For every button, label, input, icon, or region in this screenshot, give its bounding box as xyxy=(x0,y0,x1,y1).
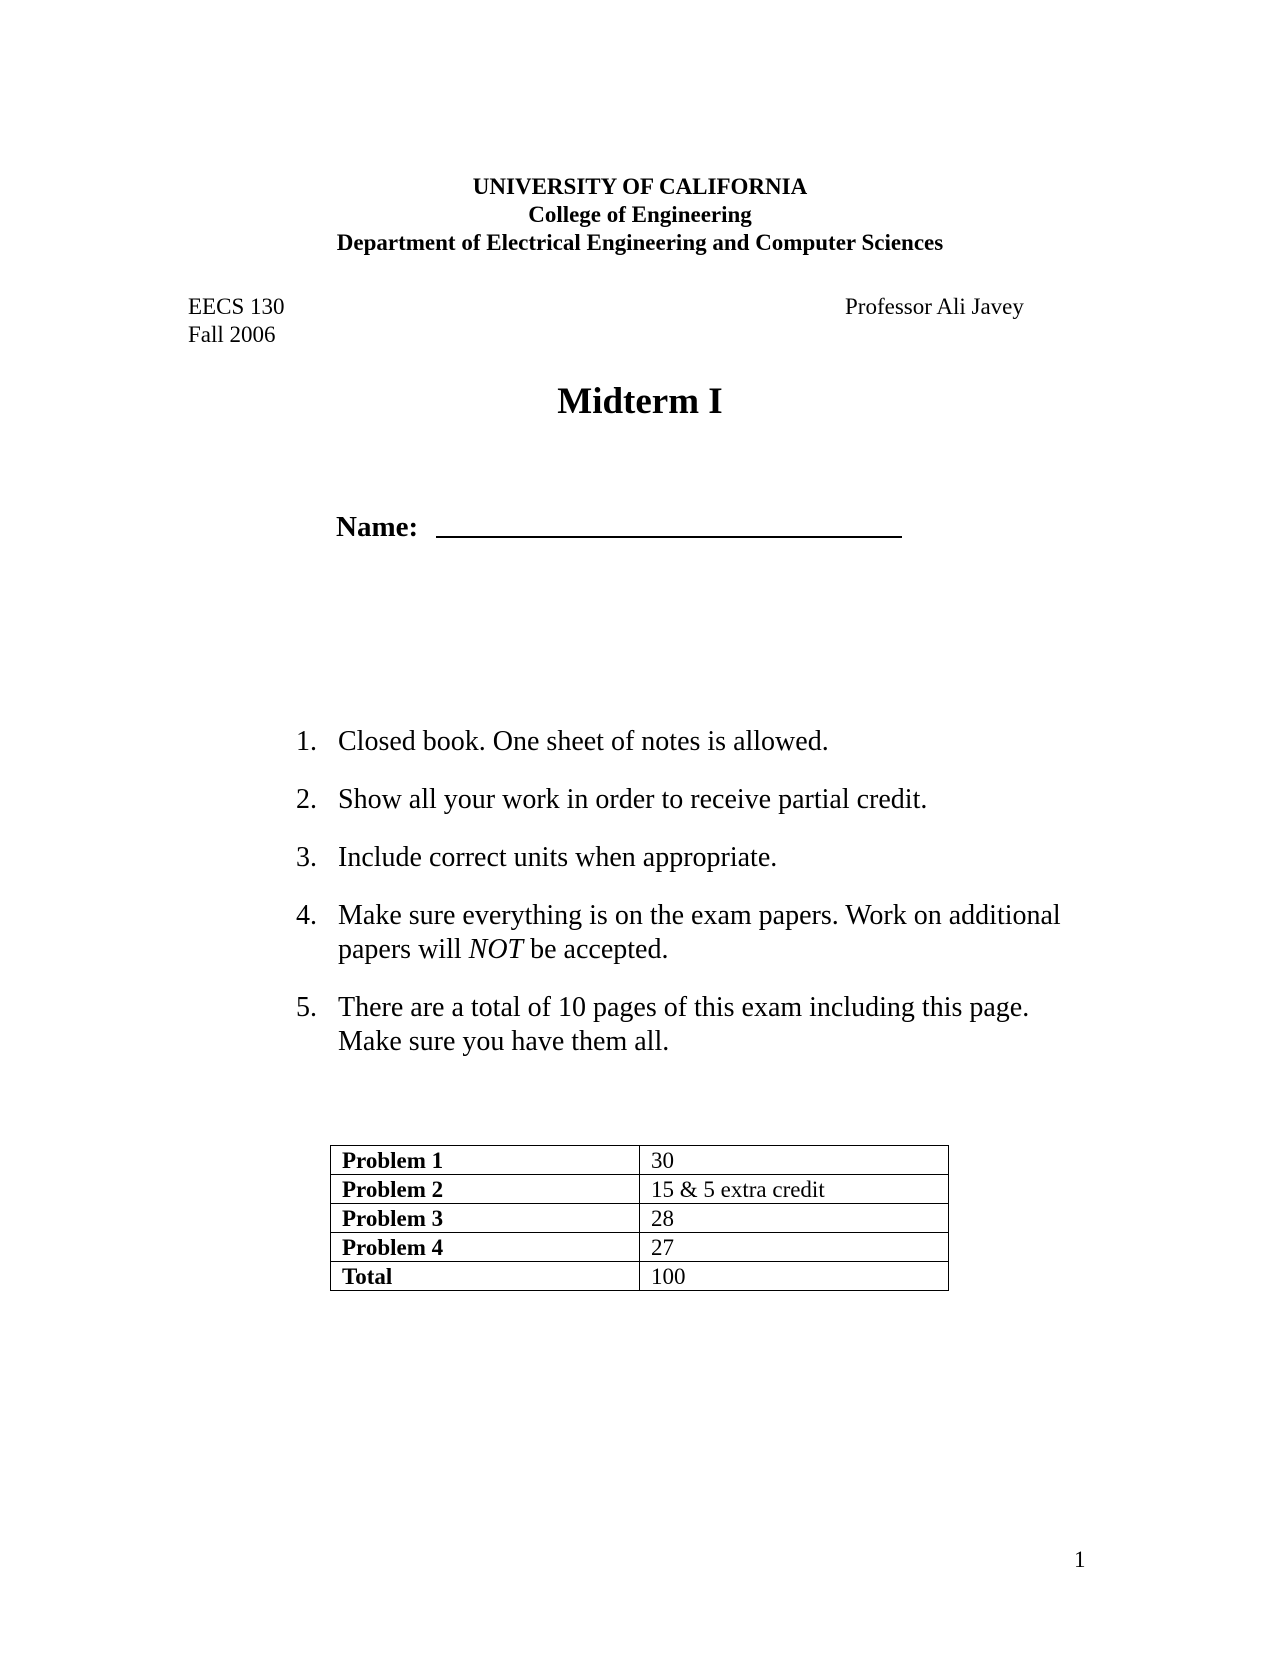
table-row xyxy=(331,1175,949,1204)
instruction-item xyxy=(296,841,1096,875)
name-label: Name: xyxy=(336,511,419,543)
course-info xyxy=(188,293,284,349)
instruction-text-before: Make sure everything is on the exam papers. Work on additional papers will xyxy=(338,900,1061,965)
problem-points: 30 xyxy=(640,1146,949,1175)
instruction-text xyxy=(338,900,1061,965)
table-row xyxy=(331,1146,949,1175)
table-row xyxy=(331,1262,949,1291)
total-points: 100 xyxy=(640,1262,949,1291)
name-field xyxy=(336,510,902,544)
instruction-emphasis: NOT xyxy=(468,934,524,965)
instruction-item xyxy=(296,899,1096,967)
instruction-text: Show all your work in order to receive partial credit. xyxy=(338,784,928,815)
instructions-list xyxy=(296,725,1096,1083)
institution-header xyxy=(0,173,1280,257)
name-blank-line[interactable] xyxy=(436,536,902,538)
problem-label: Problem 4 xyxy=(331,1233,640,1262)
instruction-number: 3. xyxy=(296,842,317,873)
page-number: 1 xyxy=(1074,1547,1086,1572)
problem-points: 27 xyxy=(640,1233,949,1262)
department-name: Department of Electrical Engineering and Computer Sciences xyxy=(336,230,944,255)
score-table xyxy=(330,1145,949,1291)
course-code: EECS 130 xyxy=(188,294,285,319)
instruction-item xyxy=(296,725,1096,759)
problem-label: Problem 1 xyxy=(331,1146,640,1175)
instruction-text: Include correct units when appropriate. xyxy=(338,842,778,873)
professor-name: Professor Ali Javey xyxy=(845,294,1024,319)
problem-label: Problem 2 xyxy=(331,1175,640,1204)
table-row xyxy=(331,1233,949,1262)
problem-label: Problem 3 xyxy=(331,1204,640,1233)
college-name: College of Engineering xyxy=(528,202,752,227)
table-row xyxy=(331,1204,949,1233)
instruction-number: 1. xyxy=(296,726,317,757)
instruction-number: 4. xyxy=(296,900,317,931)
problem-points: 28 xyxy=(640,1204,949,1233)
instruction-text: There are a total of 10 pages of this exam including this page. Make sure you have them all. xyxy=(338,992,1030,1057)
university-name: UNIVERSITY OF CALIFORNIA xyxy=(472,174,808,199)
instruction-text-after: be accepted. xyxy=(523,934,669,965)
total-label: Total xyxy=(331,1262,640,1291)
problem-points: 15 & 5 extra credit xyxy=(640,1175,949,1204)
instruction-item xyxy=(296,783,1096,817)
exam-title: Midterm I xyxy=(557,381,723,422)
instruction-number: 2. xyxy=(296,784,317,815)
course-term: Fall 2006 xyxy=(188,322,276,347)
instruction-number: 5. xyxy=(296,992,317,1023)
instruction-text: Closed book. One sheet of notes is allowed. xyxy=(338,726,829,757)
instruction-item xyxy=(296,991,1096,1059)
